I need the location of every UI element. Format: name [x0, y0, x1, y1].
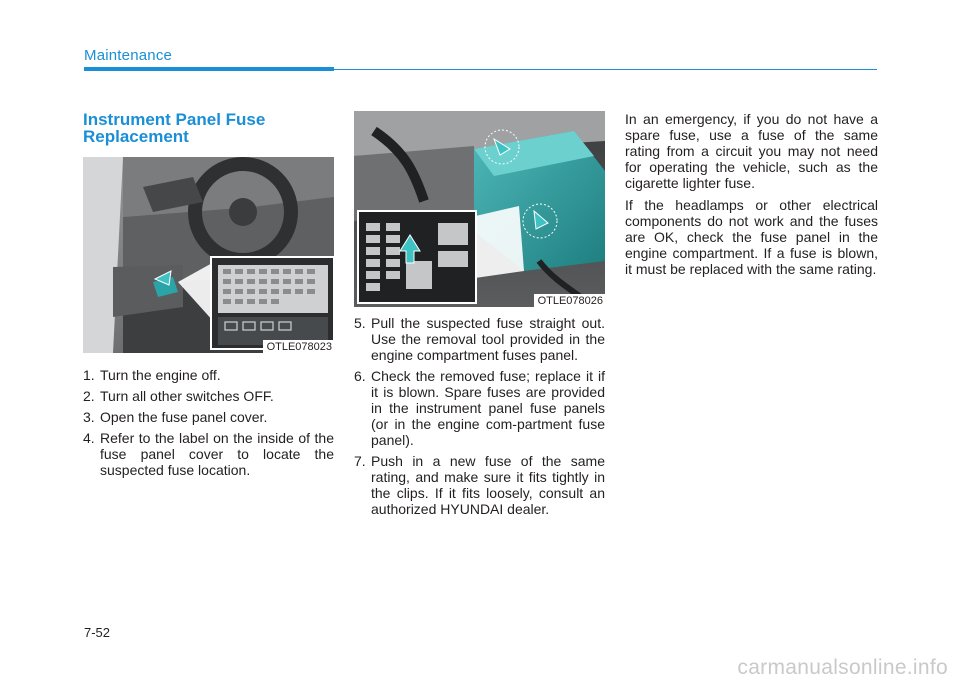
figure-code: OTLE078026: [534, 294, 605, 307]
list-item: [83, 388, 334, 404]
right-column: [625, 111, 878, 283]
left-column: [83, 111, 334, 483]
step-text: Turn all other switches OFF.: [100, 388, 274, 404]
list-item: [354, 315, 605, 363]
step-text: Pull the suspected fuse straight out. Use the removal tool provided in the engine compartment fuses panel.: [371, 315, 605, 363]
engine-compartment-illustration: [354, 111, 605, 307]
header-rule-thin: [334, 69, 877, 70]
dashboard-fuse-panel-image: [83, 157, 334, 353]
step-number: 5.: [354, 315, 366, 331]
step-text: Push in a new fuse of the same rating, and make sure it fits tightly in the clips. If it fits loosely, consult an authorized HYUNDAI dealer.: [371, 453, 605, 517]
steps-list-1: [83, 367, 334, 478]
list-item: [83, 430, 334, 478]
watermark-text: carmanualsonline.info: [737, 656, 948, 679]
step-number: 3.: [83, 409, 95, 425]
step-text: Turn the engine off.: [100, 367, 221, 383]
middle-column: [354, 111, 605, 522]
step-text: Open the fuse panel cover.: [100, 409, 268, 425]
step-number: 2.: [83, 388, 95, 404]
dashboard-illustration: [83, 157, 334, 353]
page-number: 7-52: [84, 625, 111, 640]
figure-code: OTLE078023: [263, 340, 334, 353]
step-text: Refer to the label on the inside of the fuse panel cover to locate the suspected fuse location.: [100, 430, 334, 478]
step-number: 1.: [83, 367, 95, 383]
section-label: Maintenance: [84, 47, 173, 64]
header-rule-thick: [84, 67, 334, 71]
step-number: 4.: [83, 430, 95, 446]
step-text: Check the removed fuse; replace it if it is blown. Spare fuses are provided in the instrument panel fuse panels (or in the engine com-partment fuse panel).: [371, 368, 605, 448]
section-heading: Instrument Panel Fuse Replacement: [83, 110, 266, 146]
engine-fuse-panel-image: [354, 111, 605, 307]
step-number: 6.: [354, 368, 366, 384]
paragraph: If the headlamps or other electrical components do not work and the fuses are OK, check the fuse panel in the engine compartment. If a fuse is blown, it must be replaced with the same rating.: [625, 197, 878, 277]
step-number: 7.: [354, 453, 366, 469]
list-item: [83, 409, 334, 425]
list-item: [354, 368, 605, 448]
paragraph: In an emergency, if you do not have a spare fuse, use a fuse of the same rating from a circuit you may not need for operating the vehicle, such as the cigarette lighter fuse.: [625, 111, 878, 191]
list-item: [83, 367, 334, 383]
list-item: [354, 453, 605, 517]
steps-list-2: [354, 315, 605, 517]
